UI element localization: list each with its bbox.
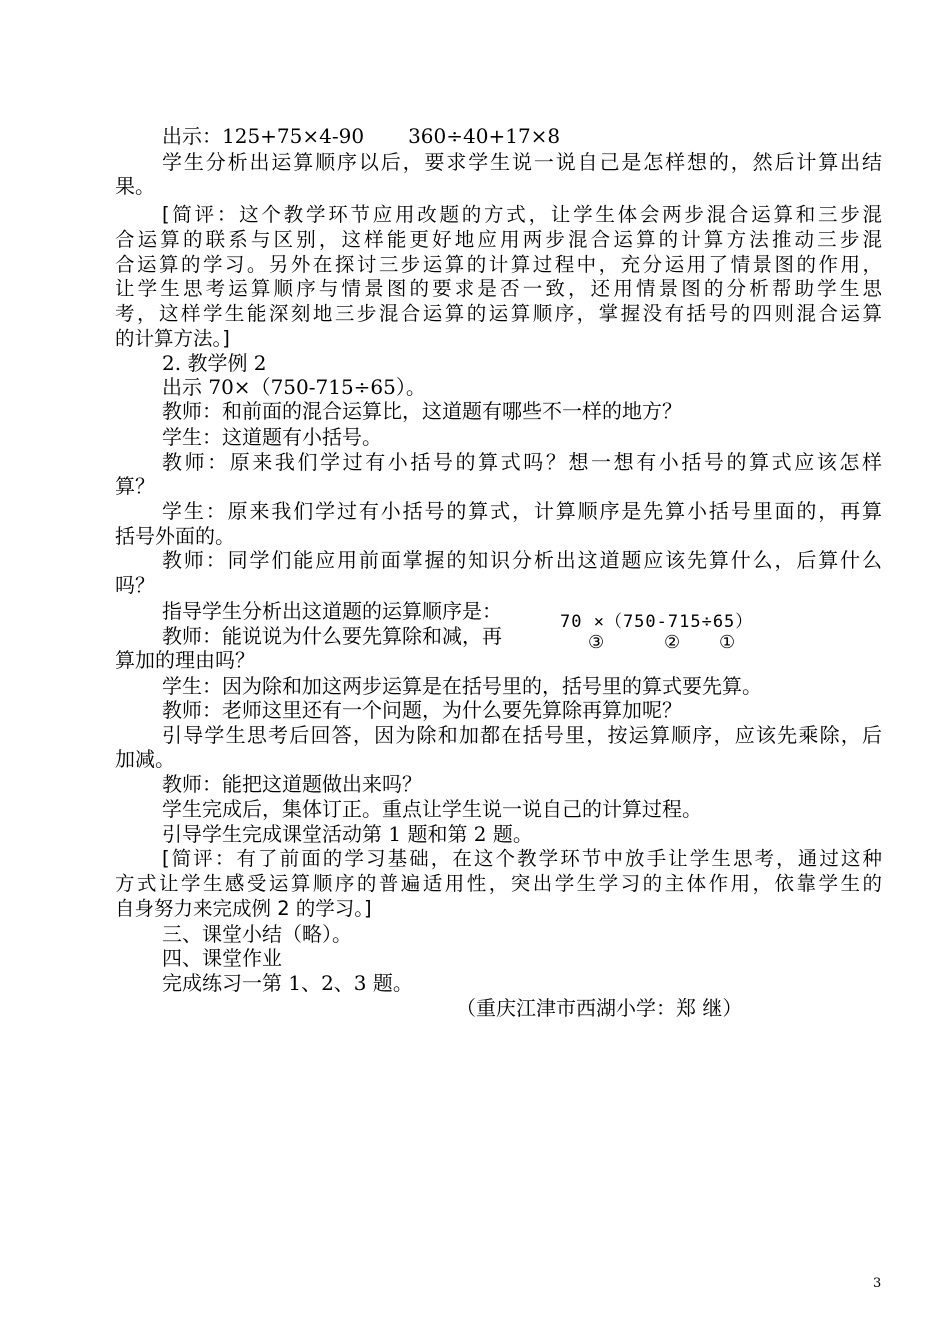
paragraph-line: 果。 [115, 174, 155, 198]
comment-line: 让学生思考运算顺序与情景图的要求是否一致，还用情景图的分析帮助学生思 [115, 277, 882, 300]
paragraph-line: 算加的理由吗？ [115, 648, 255, 672]
section-heading: 四、课堂作业 [162, 946, 282, 970]
comment-line: 的计算方法。] [115, 327, 230, 350]
order-marker-2: ② [664, 632, 681, 653]
paragraph-line: 算？ [115, 474, 155, 498]
author-attribution: （重庆江津市西湖小学：郑 继） [456, 996, 743, 1020]
paragraph-line: 教师：能把这道题做出来吗？ [162, 772, 422, 796]
paragraph-line: 吗？ [115, 573, 155, 597]
paragraph-line: 完成练习一第 1、2、3 题。 [162, 971, 413, 995]
comment-line: 方式让学生感受运算顺序的普遍适用性，突出学生学习的主体作用，依靠学生的 [115, 872, 882, 895]
order-marker-1: ① [719, 632, 736, 653]
formula-expression: 70 ×（750-715÷65） [560, 612, 754, 632]
paragraph-line: 指导学生分析出这道题的运算顺序是： [162, 599, 502, 623]
paragraph-line: 教师：原来我们学过有小括号的算式吗？想一想有小括号的算式应该怎样 [162, 450, 882, 474]
paragraph-line: 引导学生完成课堂活动第 1 题和第 2 题。 [162, 822, 533, 846]
formula-image [560, 607, 753, 632]
page-number: 3 [873, 1276, 882, 1291]
section-heading: 三、课堂小结（略）。 [162, 922, 352, 946]
order-marker-3: ③ [588, 632, 605, 653]
paragraph-line: 出示 70×（750-715÷65）。 [162, 375, 426, 399]
comment-line: 自身努力来完成例 2 的学习。] [115, 897, 372, 920]
expression-1: 出示：125+75×4-90 [162, 124, 365, 148]
paragraph-line: 加减。 [115, 747, 175, 771]
paragraph-line: 学生：这道题有小括号。 [162, 425, 382, 449]
paragraph-line: 教师：能说说为什么要先算除和减，再 [162, 624, 502, 648]
section-heading: 2. 教学例 2 [162, 351, 267, 375]
paragraph-line: 教师：和前面的混合运算比，这道题有哪些不一样的地方？ [162, 399, 682, 423]
paragraph-line: 教师：同学们能应用前面掌握的知识分析出这道题应该先算什么，后算什么 [162, 548, 882, 572]
comment-line: 合运算的学习。另外在探讨三步运算的计算过程中，充分运用了情景图的作用， [115, 253, 882, 276]
comment-line: 合运算的联系与区别，这样能更好地应用两步混合运算的计算方法推动三步混 [115, 228, 882, 251]
example-expressions [162, 124, 560, 148]
paragraph-line: 引导学生思考后回答，因为除和加都在括号里，按运算顺序，应该先乘除，后 [162, 723, 882, 747]
paragraph-line: 教师：老师这里还有一个问题，为什么要先算除再算加呢？ [162, 698, 682, 722]
expression-2: 360÷40+17×8 [408, 124, 561, 148]
paragraph-line: 学生：原来我们学过有小括号的算式，计算顺序是先算小括号里面的，再算 [162, 499, 882, 523]
paragraph-line: 学生分析出运算顺序以后，要求学生说一说自己是怎样想的，然后计算出结 [162, 150, 882, 174]
comment-line: [简评：这个教学环节应用改题的方式，让学生体会两步混合运算和三步混 [162, 203, 882, 226]
paragraph-line: 学生完成后，集体订正。重点让学生说一说自己的计算过程。 [162, 797, 702, 821]
paragraph-line: 括号外面的。 [115, 524, 235, 548]
comment-line: [简评：有了前面的学习基础，在这个教学环节中放手让学生思考，通过这种 [162, 847, 882, 870]
paragraph-line: 学生：因为除和加这两步运算是在括号里的，括号里的算式要先算。 [162, 674, 762, 698]
comment-line: 考，这样学生能深刻地三步混合运算的运算顺序，掌握没有括号的四则混合运算 [115, 302, 882, 325]
